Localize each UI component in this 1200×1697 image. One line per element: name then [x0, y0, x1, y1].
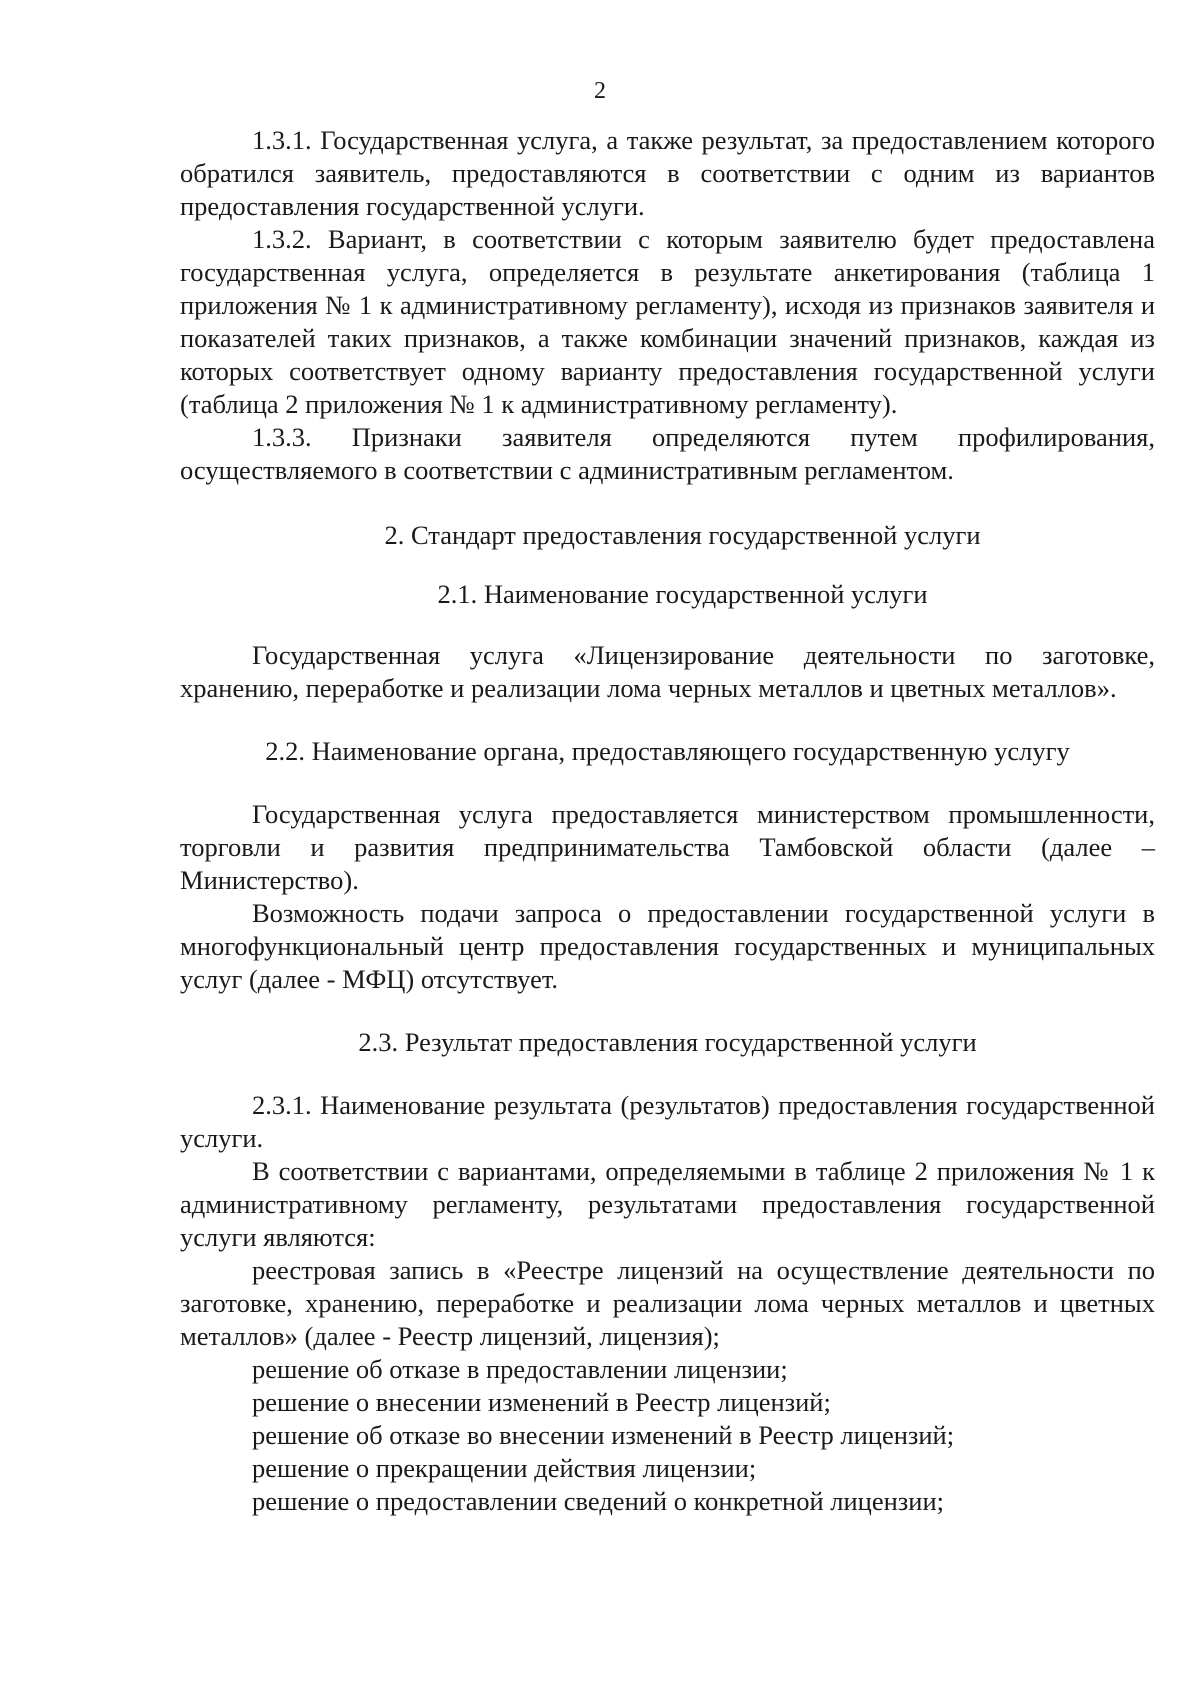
paragraph-2-2-a: Государственная услуга предоставляется министерством промышленности, торговли и развития предпринимательства Тамбовской области (далее – Министерство). — [180, 799, 1155, 895]
paragraph-1-3-1: 1.3.1. Государственная услуга, а также результат, за предоставлением которого обратился заявитель, предоставляются в соответствии с одним из вариантов предоставления государственной услуги. — [180, 125, 1155, 221]
page-number: 2 — [594, 78, 606, 104]
paragraph-1-3-2: 1.3.2. Вариант, в соответствии с которым заявителю будет предоставлена государственная услуга, определяется в результате анкетирования (таблица 1 приложения № 1 к административному регламенту), исходя из признаков заявителя и показателей таких признаков, а также комбинации значений признаков, каждая из которых соответствует одному варианту предоставления государственной услуги (таблица 2 приложения № 1 к административному регламенту). — [180, 224, 1155, 419]
list-item: решение об отказе в предоставлении лицензии; — [252, 1354, 788, 1384]
paragraph-2-3-registry: реестровая запись в «Реестре лицензий на осуществление деятельности по заготовке, хранению, переработке и реализации лома черных металлов и цветных металлов» (далее - Реестр лицензий, лицензия); — [180, 1255, 1155, 1351]
section-2-2-heading: 2.2. Наименование органа, предоставляющего государственную услугу — [265, 736, 1070, 766]
paragraph-1-3-3: 1.3.3. Признаки заявителя определяются путем профилирования, осуществляемого в соответствии с административным регламентом. — [180, 422, 1155, 485]
section-2-1-heading: 2.1. Наименование государственной услуги — [437, 579, 928, 609]
list-item: решение о прекращении действия лицензии; — [252, 1453, 757, 1483]
list-item: решение об отказе во внесении изменений в Реестр лицензий; — [252, 1420, 955, 1450]
list-item: решение о внесении изменений в Реестр лицензий; — [252, 1387, 831, 1417]
document-body — [180, 124, 1155, 1518]
list-item: решение о предоставлении сведений о конкретной лицензии; — [252, 1486, 945, 1516]
paragraph-2-1: Государственная услуга «Лицензирование деятельности по заготовке, хранению, переработке и реализации лома черных металлов и цветных металлов». — [180, 640, 1155, 703]
section-2-3-heading: 2.3. Результат предоставления государственной услуги — [358, 1027, 977, 1057]
section-2-heading: 2. Стандарт предоставления государственной услуги — [384, 520, 981, 550]
paragraph-2-3-1: 2.3.1. Наименование результата (результатов) предоставления государственной услуги. — [180, 1090, 1155, 1153]
paragraph-2-3-intro: В соответствии с вариантами, определяемыми в таблице 2 приложения № 1 к административному регламенту, результатами предоставления государственной услуги являются: — [180, 1156, 1155, 1252]
paragraph-2-2-b: Возможность подачи запроса о предоставлении государственной услуги в многофункциональный центр предоставления государственных и муниципальных услуг (далее - МФЦ) отсутствует. — [180, 898, 1155, 994]
